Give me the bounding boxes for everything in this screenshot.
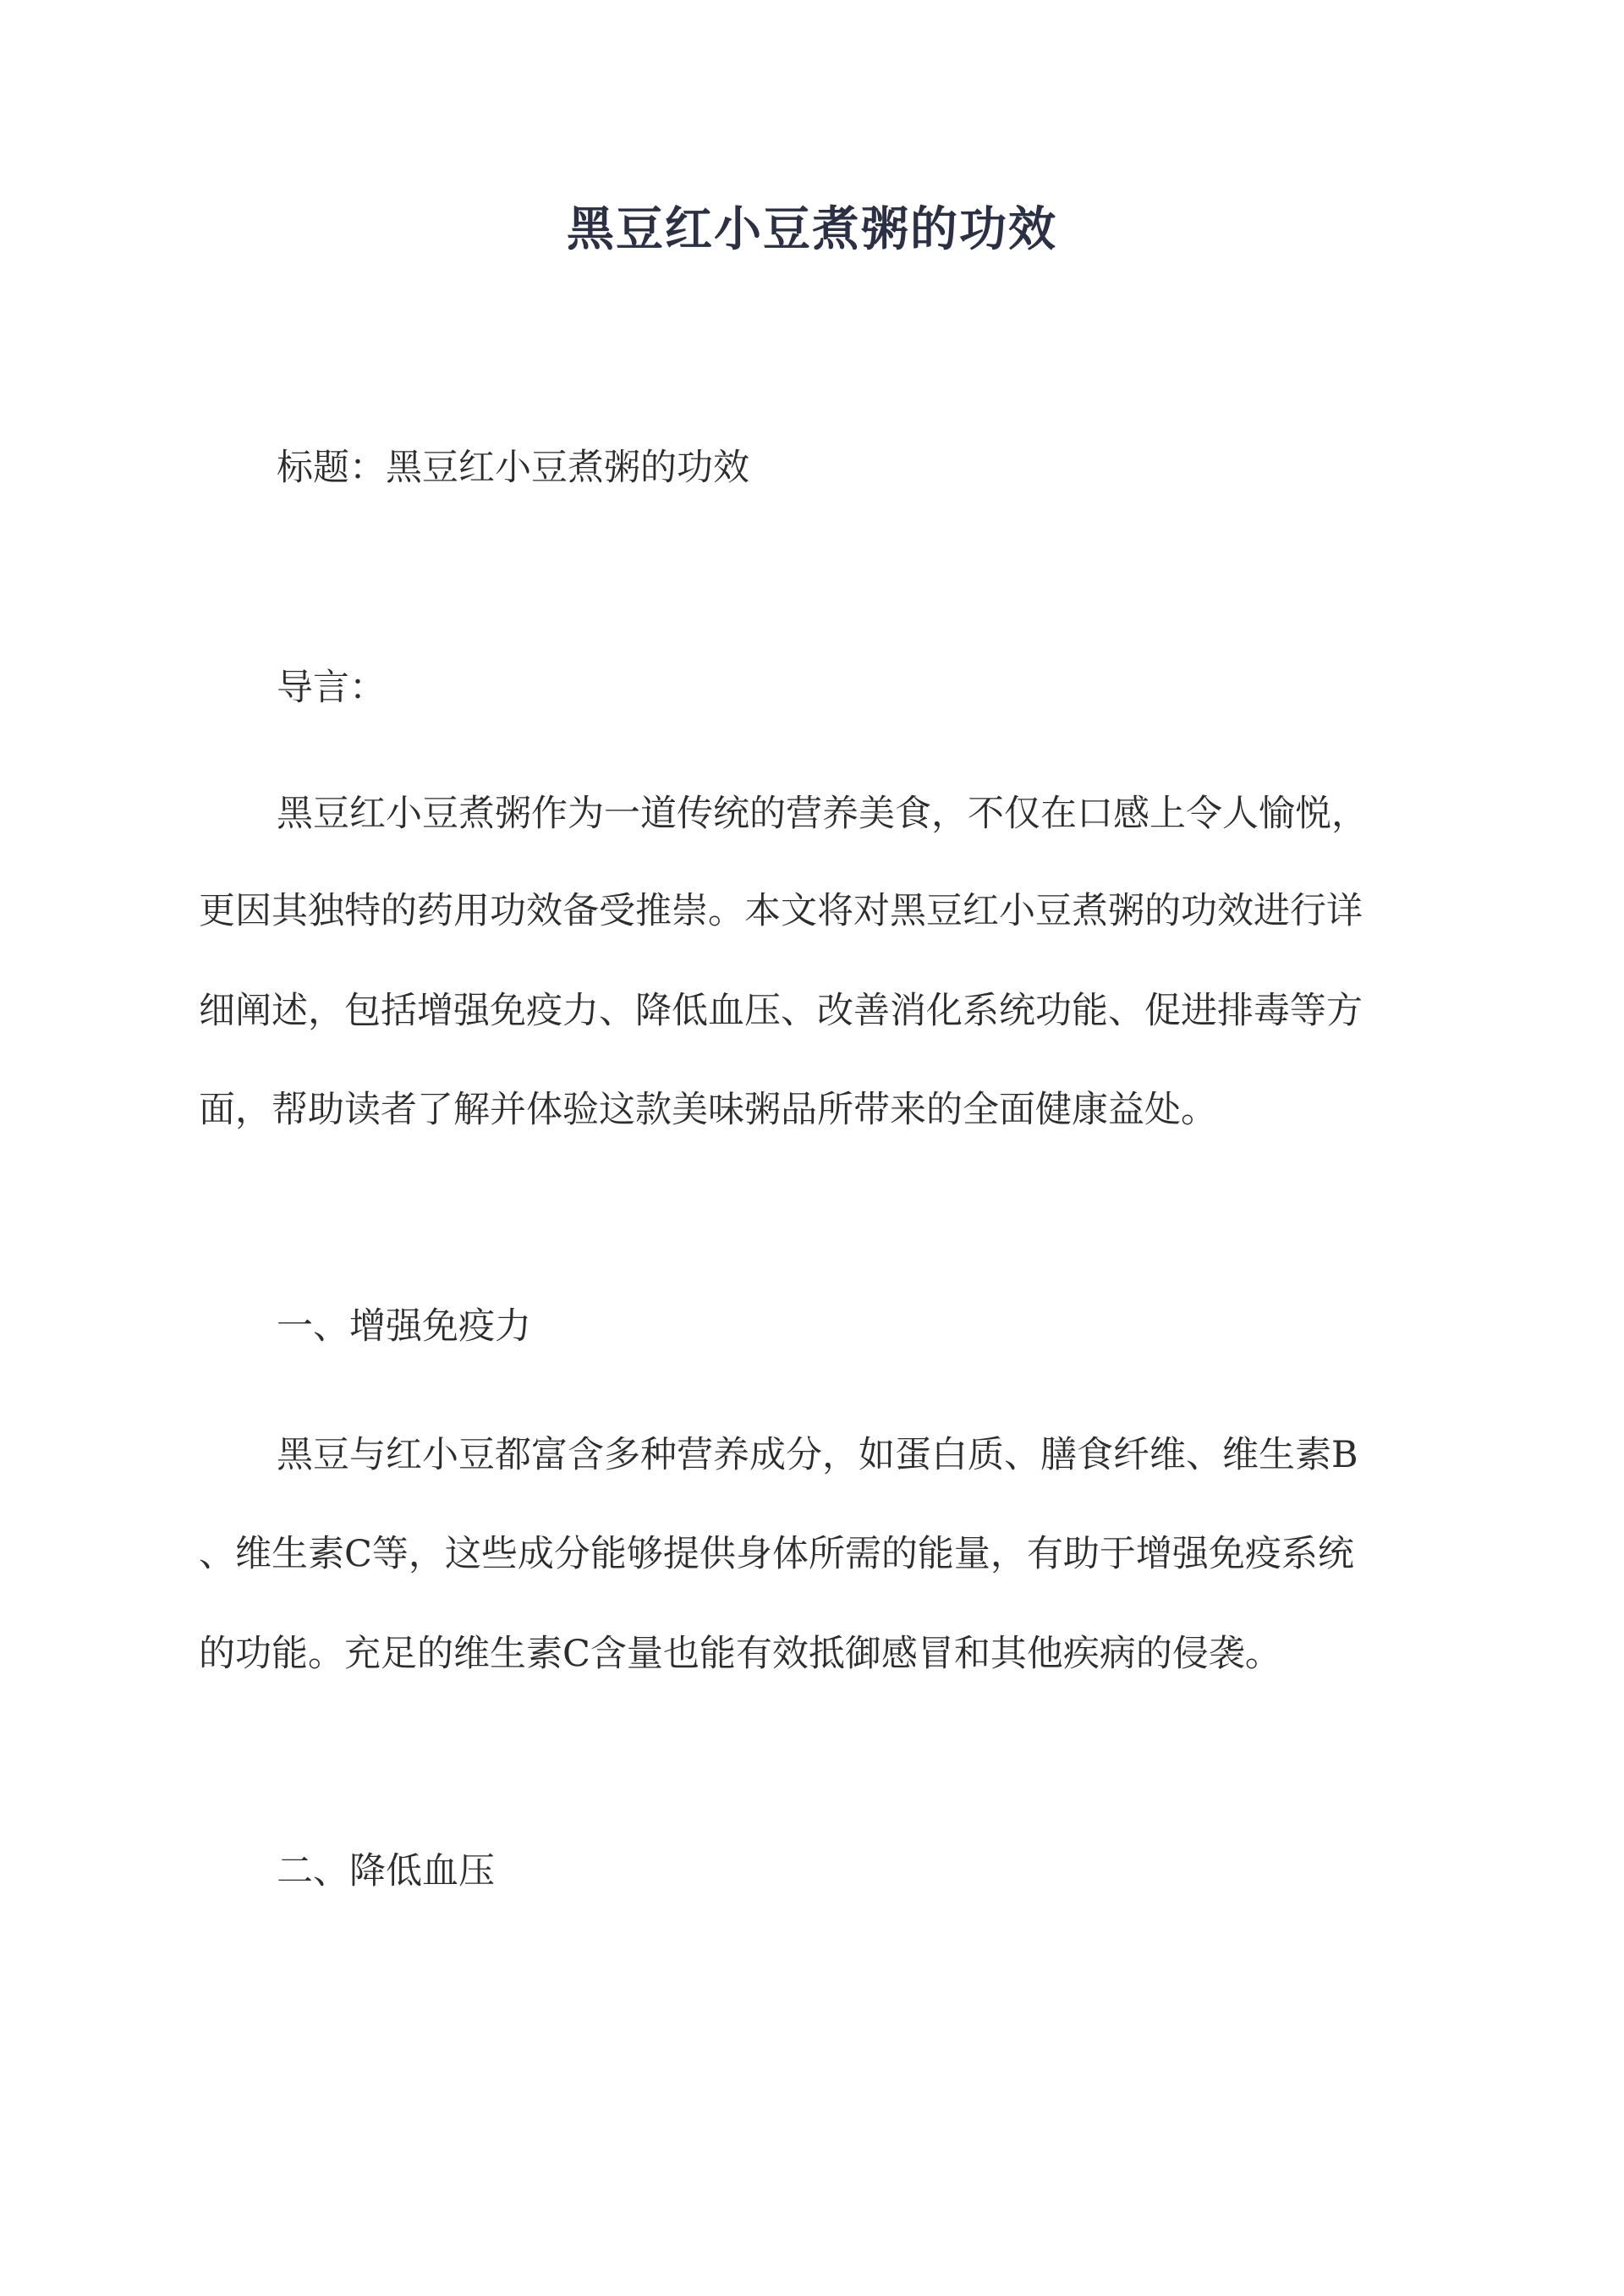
paragraph-line: 细阐述，包括增强免疫力、降低血压、改善消化系统功能、促进排毒等方 <box>199 990 1363 1032</box>
intro-heading: 导言： <box>277 667 386 709</box>
paragraph-line: 面，帮助读者了解并体验这款美味粥品所带来的全面健康益处。 <box>199 1089 1217 1131</box>
section-heading-blood-pressure: 二、降低血压 <box>277 1850 495 1892</box>
subtitle-line: 标题：黑豆红小豆煮粥的功效 <box>277 447 749 489</box>
paragraph-line: 黑豆与红小豆都富含多种营养成分，如蛋白质、膳食纤维、维生素B <box>277 1434 1358 1476</box>
paragraph-line: 、维生素C等，这些成分能够提供身体所需的能量，有助于增强免疫系统 <box>199 1533 1354 1575</box>
document-title: 黑豆红小豆煮粥的功效 <box>567 201 1057 257</box>
section-heading-immunity: 一、增强免疫力 <box>277 1305 531 1348</box>
paragraph-line: 更因其独特的药用功效备受推崇。本文将对黑豆红小豆煮粥的功效进行详 <box>199 890 1363 932</box>
paragraph-line: 的功能。充足的维生素C含量也能有效抵御感冒和其他疾病的侵袭。 <box>199 1633 1281 1675</box>
paragraph-line: 黑豆红小豆煮粥作为一道传统的营养美食，不仅在口感上令人愉悦， <box>277 793 1368 835</box>
